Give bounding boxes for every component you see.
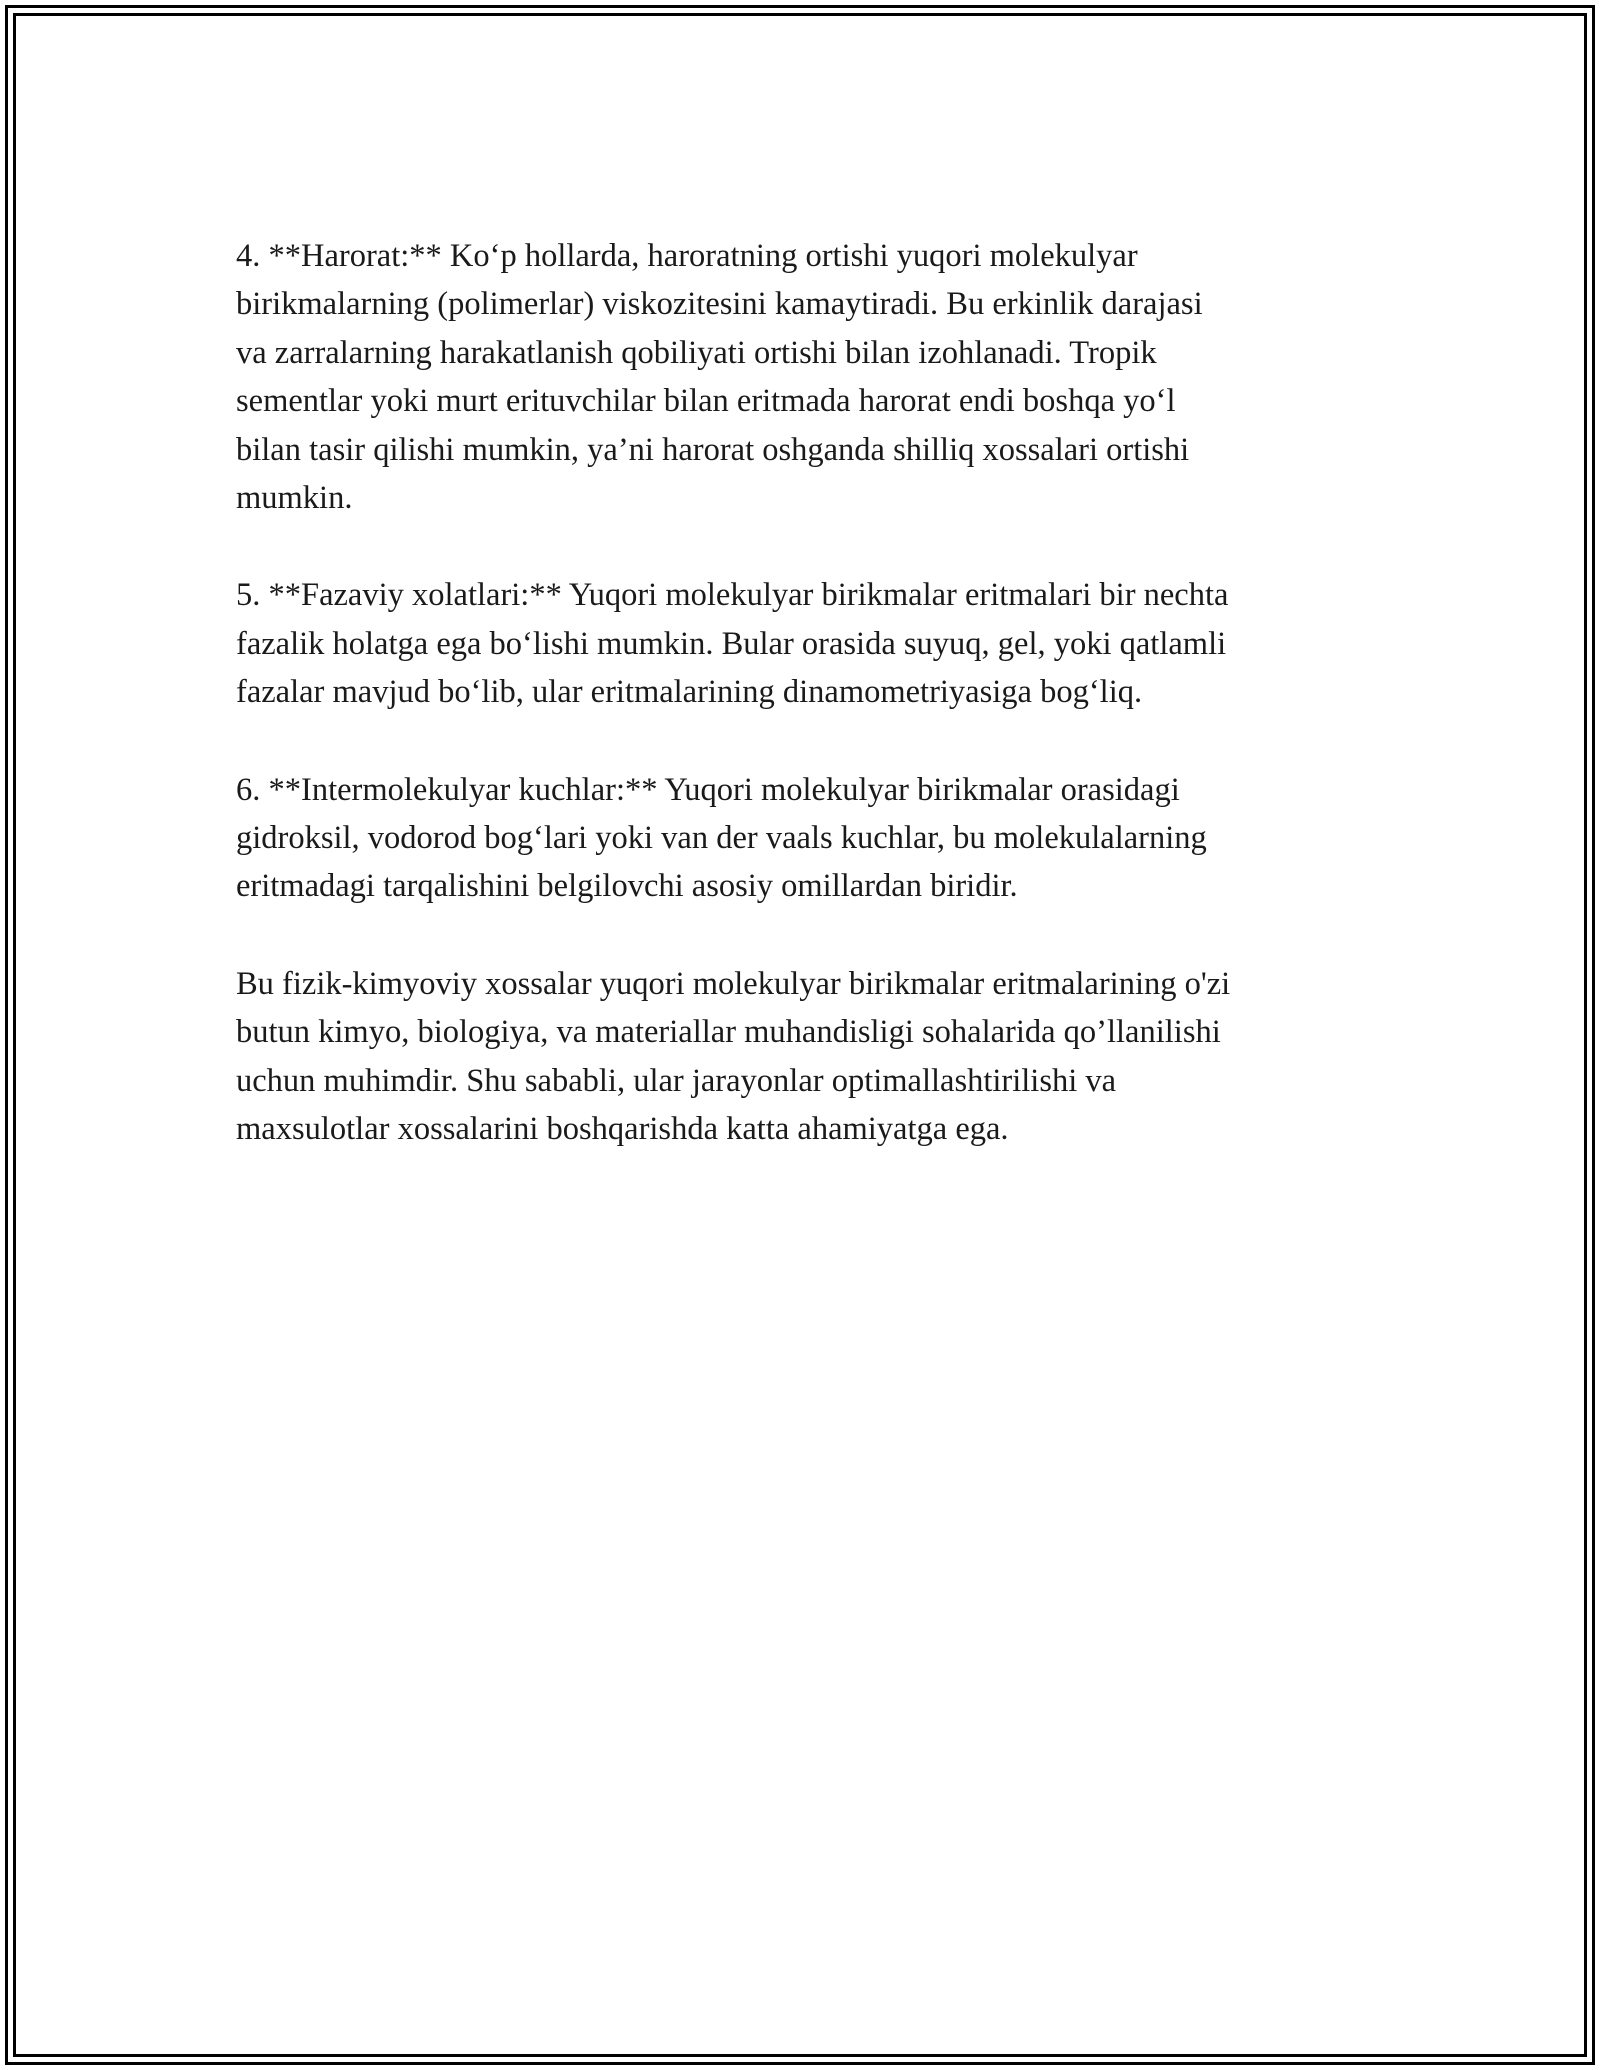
paragraph-intermolekulyar-kuchlar: 6. **Intermolekulyar kuchlar:** Yuqori molekulyar birikmalar orasidagi gidroksil, vodorod bog‘lari yoki van der vaals kuchlar, bu molekulalarning eritmadagi tarqalishini belgilovchi asosiy omillardan biridir. bbox=[236, 771, 1207, 905]
paragraph-harorat: 4. **Harorat:** Ko‘p hollarda, haroratning ortishi yuqori molekulyar birikmalarning (polimerlar) viskozitesini kamaytiradi. Bu erkinlik darajasi va zarralarning harakatlanish qobiliyati ortishi bilan izohlanadi. Tropik sementlar yoki murt erituvchilar bilan eritmada harorat endi boshqa yo‘l bilan tasir qilishi mumkin, ya’ni harorat oshganda shilliq xossalari ortishi mumkin. bbox=[236, 238, 1203, 517]
document-body bbox=[236, 232, 1366, 1203]
paragraph-fazaviy-xolatlari: 5. **Fazaviy xolatlari:** Yuqori molekulyar birikmalar eritmalari bir nechta fazalik holatga ega bo‘lishi mumkin. Bular orasida suyuq, gel, yoki qatlamli fazalar mavjud bo‘lib, ular eritmalarining dinamometriyasiga bog‘liq. bbox=[236, 577, 1229, 711]
paragraph-conclusion: Bu fizik-kimyoviy xossalar yuqori molekulyar birikmalar eritmalarining o'zi butun kimyo, biologiya, va materiallar muhandisligi sohalarida qo’llanilishi uchun muhimdir. Shu sababli, ular jarayonlar optimallashtirilishi va maxsulotlar xossalarini boshqarishda katta ahamiyatga ega. bbox=[236, 965, 1231, 1148]
